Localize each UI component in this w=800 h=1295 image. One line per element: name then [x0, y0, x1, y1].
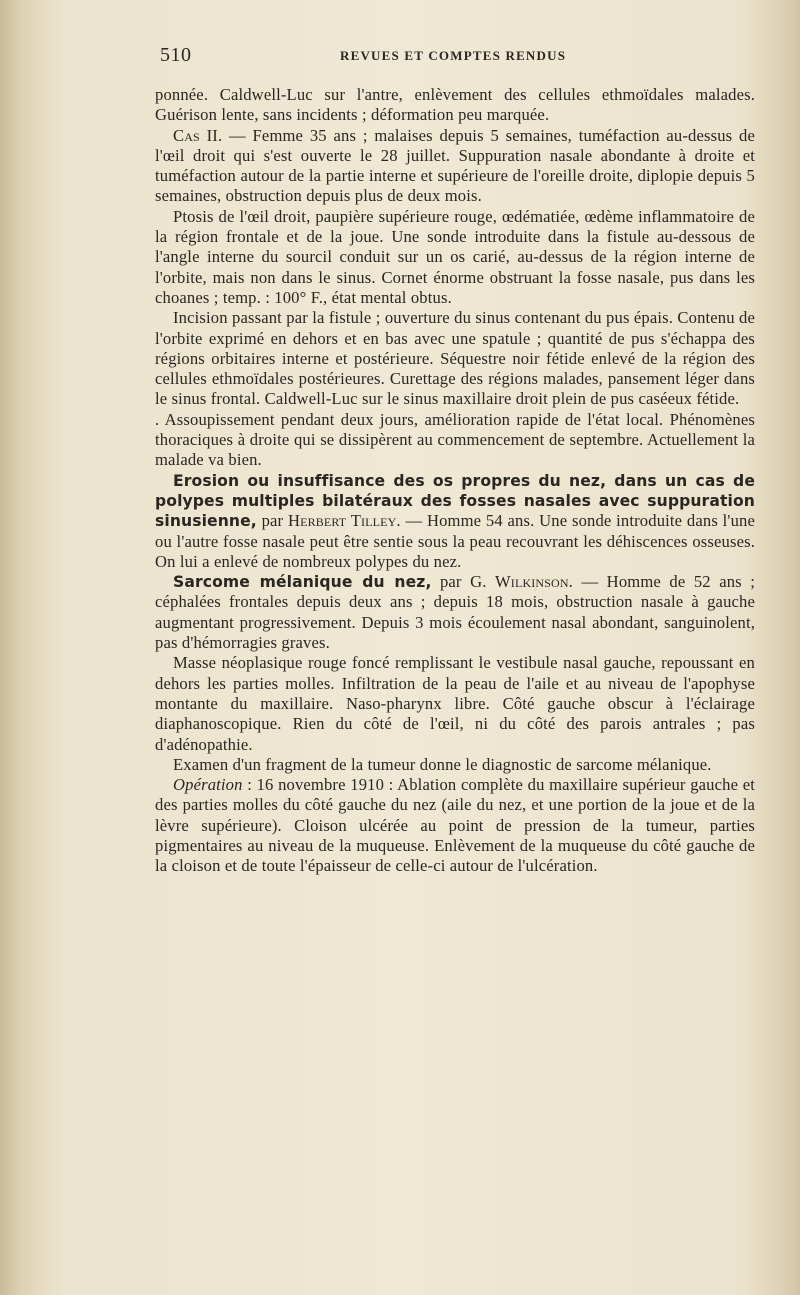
paragraph-examen: Examen d'un fragment de la tumeur donne le diagnostic de sarcome mélanique. [173, 754, 712, 774]
operation-label: Opération [173, 775, 243, 795]
paragraph-continuation: ponnée. Caldwell-Luc sur l'antre, enlèvement des cellules ethmoïdales malades. Guérison lente, sans incidents ; déformation peu marquée. [155, 85, 755, 125]
article-title: Erosion ou insuffisance des os propres du nez, dans un cas de polypes multiples bilatéraux des fosses nasales avec suppuration sinusienne, [155, 471, 755, 531]
paragraph-ptosis: Ptosis de l'œil droit, paupière supérieure rouge, œdématiée, œdème inflammatoire de la région frontale et de la joue. Une sonde introduite dans la fistule au-dessous de l'angle interne du sourcil conduit sur un os carié, au-dessus de la région interne de l'orbite, mais non dans le sinus. Cornet énorme obstruant la fosse nasale, pus dans les choanes ; temp. : 100° F., état mental obtus. [155, 206, 755, 307]
article-title: Sarcome mélanique du nez, [173, 573, 432, 592]
paragraph-incision: Incision passant par la fistule ; ouverture du sinus contenant du pus épais. Contenu de l'orbite exprimé en dehors et en bas avec une spatule ; quantité de pus s'échappa des régions orbitaires interne et postérieure. Séquestre noir fétide enlevé de la région des cellules ethmoïdales postérieures. Curettage des régions malades, pansement léger dans le sinus frontal. Caldwell-Luc sur le sinus maxillaire droit plein de pus caséeux fétide. [155, 308, 755, 409]
author-name: Wilkinson. [495, 572, 573, 592]
paragraph-operation: Opération : 16 novembre 1910 : Ablation complète du maxillaire supérieur gauche et des parties molles du côté gauche du nez (aile du nez, et une portion de la joue et de la lèvre supérieure). Cloison ulcérée au point de pression de la tumeur, parties pigmentaires au niveau de la muqueuse. Enlèvement de la muqueuse du côté gauche de la cloison et de toute l'épaisseur de celle-ci autour de l'ulcération. [155, 775, 755, 876]
paragraph-erosion: Erosion ou insuffisance des os propres du nez, dans un cas de polypes multiples bilatéraux des fosses nasales avec suppuration sinusienne, par Herbert Tilley. — Homme 54 ans. Une sonde introduite dans l'une ou l'autre fosse nasale peut être sentie sous la peau recouvrant les déhiscences osseuses. On lui a enlevé de nombreux polypes du nez. [155, 471, 755, 571]
running-head [160, 40, 752, 70]
paragraph-masse: Masse néoplasique rouge foncé remplissant le vestibule nasal gauche, repoussant en dehors les parties molles. Infiltration de la peau de l'aile et au niveau de l'apophyse montante du maxillaire. Naso-pharynx libre. Côté gauche obscur à l'éclairage diaphanoscopique. Rien du côté de l'œil, ni du côté des parois antrales ; pas d'adénopathie. [155, 653, 755, 754]
paragraph-sarcome: Sarcome mélanique du nez, par G. Wilkinson. — Homme de 52 ans ; céphalées frontales depuis deux ans ; depuis 18 mois, obstruction nasale à gauche augmentant progressivement. Depuis 3 mois écoulement nasal abondant, sanguinolent, pas d'hémorragies graves. [155, 572, 755, 653]
page-number: 510 [160, 44, 192, 66]
case-label: Cas II. [173, 125, 223, 145]
body-text [155, 85, 755, 877]
paragraph-case-2: Cas II. — Femme 35 ans ; malaises depuis 5 semaines, tuméfaction au-dessus de l'œil droit qui s'est ouverte le 28 juillet. Suppuration nasale abondante à droite et tuméfaction autour de la partie interne et supérieure de l'oreille droite, diplopie depuis 5 semaines, obstruction depuis plus de deux mois. [155, 125, 755, 206]
author-name: Herbert Tilley. [287, 511, 401, 531]
running-title: REVUES ET COMPTES RENDUS [340, 48, 567, 63]
paragraph-assoupissement: . Assoupissement pendant deux jours, amélioration rapide de l'état local. Phénomènes thoraciques à droite qui se dissipèrent au commencement de septembre. Actuellement la malade va bien. [155, 409, 755, 470]
